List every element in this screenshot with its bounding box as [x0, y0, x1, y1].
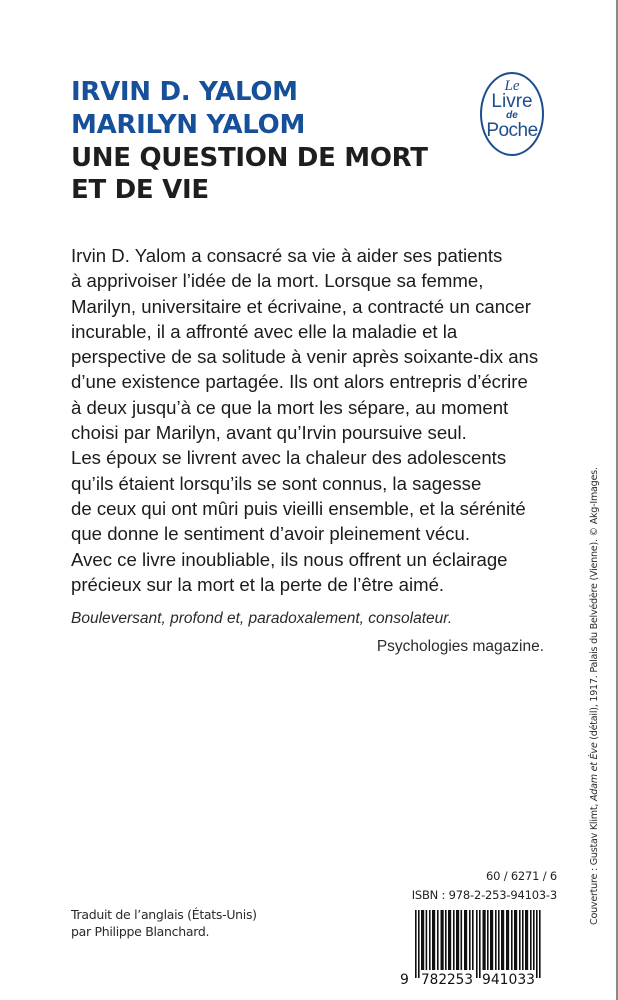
translator-line: par Philippe Blanchard. [71, 924, 210, 939]
logo-text-le: Le [504, 78, 520, 94]
isbn: ISBN : 978-2-253-94103-3 [411, 888, 557, 902]
authors [71, 76, 305, 142]
logo-text-de: de [506, 110, 518, 121]
blurb-line: à deux jusqu’à ce que la mort les sépare, au moment [71, 396, 509, 418]
blurb-line: Avec ce livre inoubliable, ils nous offrent un éclairage [71, 548, 508, 570]
blurb-line: incurable, il a affronté avec elle la maladie et la [71, 320, 458, 342]
barcode-right-digits: 941033 [482, 972, 535, 988]
credit-prefix: Couverture : Gustav Klimt, [589, 801, 600, 925]
catalog-code: 60 / 6271 / 6 [486, 869, 557, 883]
cover-image-credit [589, 467, 601, 925]
book-blurb [71, 243, 561, 597]
blurb-line: Marilyn, universitaire et écrivaine, a contracté un cancer [71, 295, 531, 317]
barcode-left-digits: 782253 [421, 972, 473, 988]
logo-text-poche: Poche [486, 120, 538, 141]
blurb-line: d’une existence partagée. Ils ont alors entrepris d’écrire [71, 371, 528, 393]
translator-line: Traduit de l’anglais (États-Unis) [71, 907, 257, 922]
logo-text-livre: Livre [491, 91, 533, 112]
blurb-line: que donne le sentiment d’avoir pleinement vécu. [71, 523, 470, 545]
blurb-line: Les époux se livrent avec la chaleur des adolescents [71, 447, 507, 469]
credit-suffix: (détail), 1917. Palais du Belvédère (Vienne). © Akg-Images. [589, 467, 600, 743]
blurb-line: choisi par Marilyn, avant qu’Irvin poursuive seul. [71, 422, 467, 444]
blurb-line: qu’ils étaient lorsqu’ils se sont connus, la sagesse [71, 472, 482, 494]
blurb-line: à apprivoiser l’idée de la mort. Lorsque sa femme, [71, 270, 484, 292]
book-title-line: UNE QUESTION DE MORT [71, 143, 428, 173]
publisher-logo-icon [480, 72, 544, 156]
credit-artwork-title: Adam et Ève [589, 742, 600, 802]
press-quote: Bouleversant, profond et, paradoxalement, consolateur. [71, 610, 453, 627]
book-title-line: ET DE VIE [71, 175, 209, 205]
blurb-line: Irvin D. Yalom a consacré sa vie à aider ses patients [71, 245, 503, 266]
blurb-line: perspective de sa solitude à venir après soixante-dix ans [71, 346, 539, 368]
barcode-lead-digit: 9 [400, 972, 409, 988]
author-name: MARILYN YALOM [71, 110, 306, 140]
blurb-line: précieux sur la mort et la perte de l’être aimé. [71, 573, 445, 595]
blurb-line: de ceux qui ont mûri puis vieilli ensemble, et la sérénité [71, 497, 526, 519]
barcode-icon [397, 908, 559, 990]
translator-credit [71, 906, 257, 940]
author-name: IRVIN D. YALOM [71, 77, 298, 107]
book-title [71, 142, 428, 206]
press-quote-source: Psychologies magazine. [376, 638, 544, 655]
